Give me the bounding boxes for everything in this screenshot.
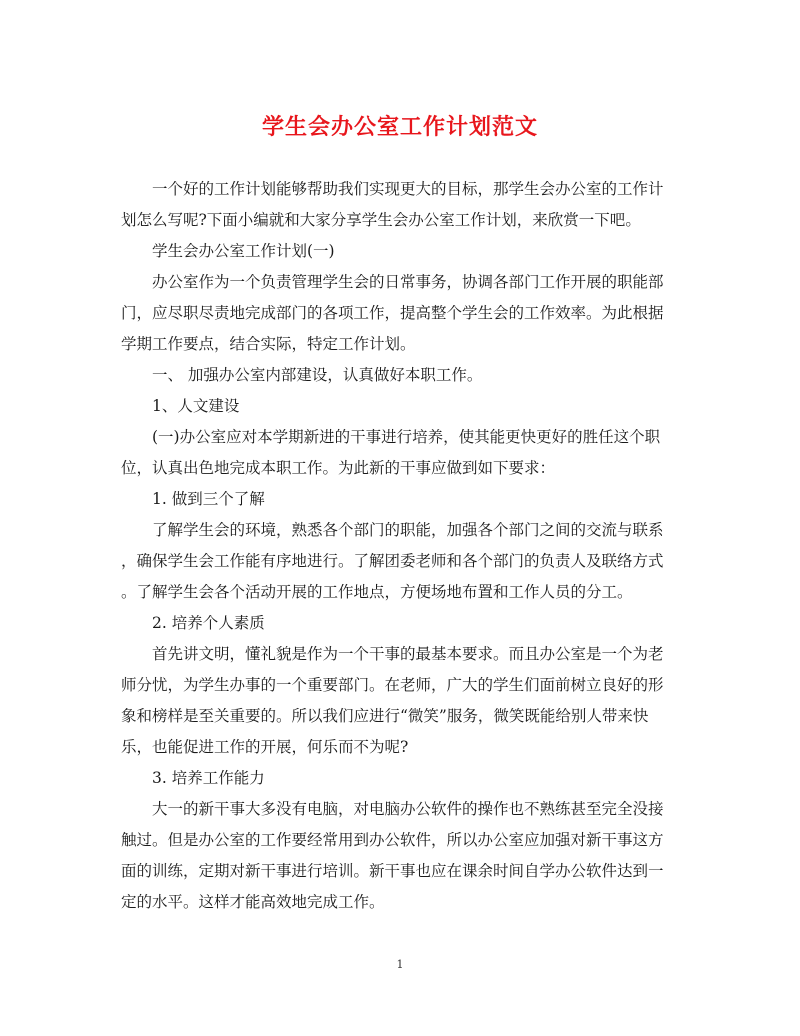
body-line: (一)办公室应对本学期新进的干事进行培养，使其能更快更好的胜任这个职 [152, 428, 661, 446]
subsection-heading: 1、人文建设 [152, 397, 240, 415]
body-line: 乐，也能促进工作的开展，何乐而不为呢? [121, 738, 409, 756]
body-line: 了解学生会的环境，熟悉各个部门的职能，加强各个部门之间的交流与联系 [152, 521, 664, 539]
body-line: 大一的新干事大多没有电脑，对电脑办公软件的操作也不熟练甚至完全没接 [152, 800, 664, 818]
body-line: 定的水平。这样才能高效地完成工作。 [121, 893, 385, 911]
body-line: 办公室作为一个负责管理学生会的日常事务，协调各部门工作开展的职能部 [152, 273, 664, 291]
section-heading: 学生会办公室工作计划(一) [152, 242, 335, 260]
body-line: 门，应尽职尽责地完成部门的各项工作，提高整个学生会的工作效率。为此根据 [121, 304, 664, 322]
body-line: 师分忧，为学生办事的一个重要部门。在老师，广大的学生们面前树立良好的形 [121, 676, 664, 694]
subsection-heading: 2. 培养个人素质 [152, 614, 265, 632]
body-line: 划怎么写呢?下面小编就和大家分享学生会办公室工作计划，来欣赏一下吧。 [121, 211, 641, 229]
body-line: 触过。但是办公室的工作要经常用到办公软件，所以办公室应加强对新干事这方 [121, 831, 664, 849]
body-line: 象和榜样是至关重要的。所以我们应进行“微笑”服务，微笑既能给别人带来快 [121, 707, 649, 725]
body-line: 。了解学生会各个活动开展的工作地点，方便场地布置和工作人员的分工。 [121, 583, 633, 601]
body-line: 位，认真出色地完成本职工作。为此新的干事应做到如下要求： [121, 459, 556, 477]
subsection-heading: 3. 培养工作能力 [152, 769, 265, 787]
body-line: 首先讲文明，懂礼貌是作为一个干事的最基本要求。而且办公室是一个为老 [152, 645, 664, 663]
body-line: 面的训练，定期对新干事进行培训。新干事也应在课余时间自学办公软件达到一 [121, 862, 664, 880]
section-heading: 一、 加强办公室内部建设，认真做好本职工作。 [152, 366, 483, 384]
document-title: 学生会办公室工作计划范文 [261, 114, 538, 140]
page-number: 1 [396, 958, 404, 971]
body-line: 一个好的工作计划能够帮助我们实现更大的目标，那学生会办公室的工作计 [152, 180, 664, 198]
body-line: ，确保学生会工作能有序地进行。了解团委老师和各个部门的负责人及联络方式 [121, 552, 664, 570]
document-body [121, 174, 679, 918]
subsection-heading: 1. 做到三个了解 [152, 490, 265, 508]
body-line: 学期工作要点，结合实际，特定工作计划。 [121, 335, 416, 353]
